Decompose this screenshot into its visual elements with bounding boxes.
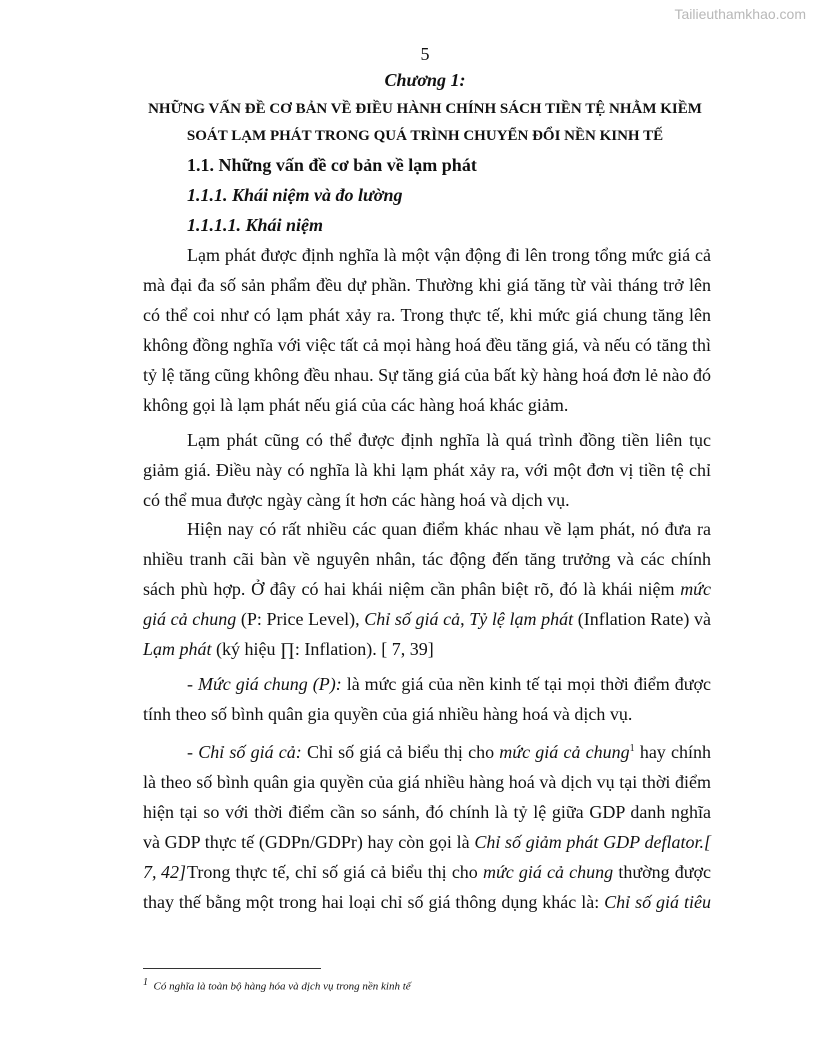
text: (P: Price Level), (236, 609, 365, 629)
paragraph-2 (143, 425, 711, 515)
subsubsection-heading: 1.1.1.1. Khái niệm (187, 215, 324, 235)
text: - (187, 742, 199, 762)
paragraph-4 (143, 669, 711, 729)
text: (ký hiệu ∏: Inflation). [ 7, 39] (211, 639, 434, 659)
subsection-heading: 1.1.1. Khái niệm và đo lường (187, 185, 403, 205)
text: hay chính là theo số bình quân gia quyền của giá nhiều hàng hoá và dịch vụ tại thời điểm hiện tại so với thời điểm cần so sánh, đó chính là tỷ lệ giữa GDP danh nghĩa và GDP thực tế (GDPn/GDPr) hay còn gọi là (143, 742, 711, 852)
footnote-divider (143, 968, 321, 969)
chapter-heading-line-1: NHỮNG VẤN ĐỀ CƠ BẢN VỀ ĐIỀU HÀNH CHÍNH SÁCH TIỀN TỆ NHẰM KIỀM (148, 101, 702, 117)
text: thường được thay thế bằng một trong hai loại chỉ số giá thông dụng khác là: (143, 862, 711, 912)
paragraph-1-text: Lạm phát được định nghĩa là một vận động đi lên trong tổng mức giá cả mà đại đa số sản phẩm đều dự phần. Thường khi giá tăng từ vài tháng trở lên có thể coi như có lạm phát xảy ra. Trong thực tế, khi mức giá chung tăng lên không đồng nghĩa với việc tất cả mọi hàng hoá đều tăng giá, và nếu có tăng thì tỷ lệ tăng cũng không đều nhau. Sự tăng giá của bất kỳ hàng hoá đơn lẻ nào đó không gọi là lạm phát nếu giá của các hàng hoá khác giảm. (143, 245, 711, 415)
term-consumer-price-index: Chỉ số giá tiêu (604, 892, 711, 912)
section-heading: 1.1. Những vấn đề cơ bản về lạm phát (187, 155, 477, 175)
paragraph-1 (143, 240, 711, 420)
watermark: Tailieuthamkhao.com (674, 6, 806, 22)
text: là mức giá của nền kinh tế tại mọi thời điểm được tính theo số bình quân gia quyền của giá nhiều hàng hoá và dịch vụ. (143, 674, 711, 724)
term-inflation-rate: Tỷ lệ lạm phát (469, 609, 574, 629)
text: Chỉ số giá cả biểu thị cho (301, 742, 500, 762)
text: Hiện nay có rất nhiều các quan điểm khác nhau về lạm phát, nó đưa ra nhiều tranh cãi bàn về nguyên nhân, tác động đến tăng trưởng và các chính sách phù hợp. Ở đây có hai khái niệm cần phân biệt rõ, đó là khái niệm (143, 519, 711, 599)
term-price-index: Chỉ số giá cả (364, 609, 461, 629)
paragraph-3 (143, 514, 711, 664)
chapter-title: Chương 1: (384, 70, 466, 90)
footnote-marker: 1 (629, 743, 635, 754)
term-price-level: mức giá cả chung (143, 579, 711, 629)
text: Trong thực tế, chỉ số giá cả biểu thị cho (187, 862, 483, 882)
paragraph-6 (143, 857, 711, 947)
footnote (143, 977, 411, 993)
text: (Inflation Rate) và (573, 609, 712, 629)
text: - (187, 674, 198, 694)
text: , (460, 609, 470, 629)
footnote-text: Có nghĩa là toàn bộ hàng hóa và dịch vụ trong nền kinh tế (153, 980, 411, 993)
term-price-level-p: Mức giá chung (P): (197, 674, 342, 694)
chapter-heading-line-2: SOÁT LẠM PHÁT TRONG QUÁ TRÌNH CHUYỂN ĐỔI NỀN KINH TẾ (186, 128, 664, 144)
term-general-price-level: mức giá cả chung (482, 862, 614, 882)
page-number: 5 (420, 44, 430, 64)
footnote-number: 1 (143, 977, 148, 988)
term-price-index-def: Chỉ số giá cả: (198, 742, 302, 762)
term-general-price-level: mức giá cả chung (499, 742, 630, 762)
paragraph-2-text: Lạm phát cũng có thể được định nghĩa là quá trình đồng tiền liên tục giảm giá. Điều này có nghĩa là khi lạm phát xảy ra, với một đơn vị tiền tệ chỉ có thể mua được ngày càng ít hơn các hàng hoá và dịch vụ. (143, 430, 711, 510)
term-inflation: Lạm phát (143, 639, 212, 659)
term-gdp-deflator: Chỉ số giảm phát GDP deflator.[ 7, 42] (143, 832, 712, 882)
